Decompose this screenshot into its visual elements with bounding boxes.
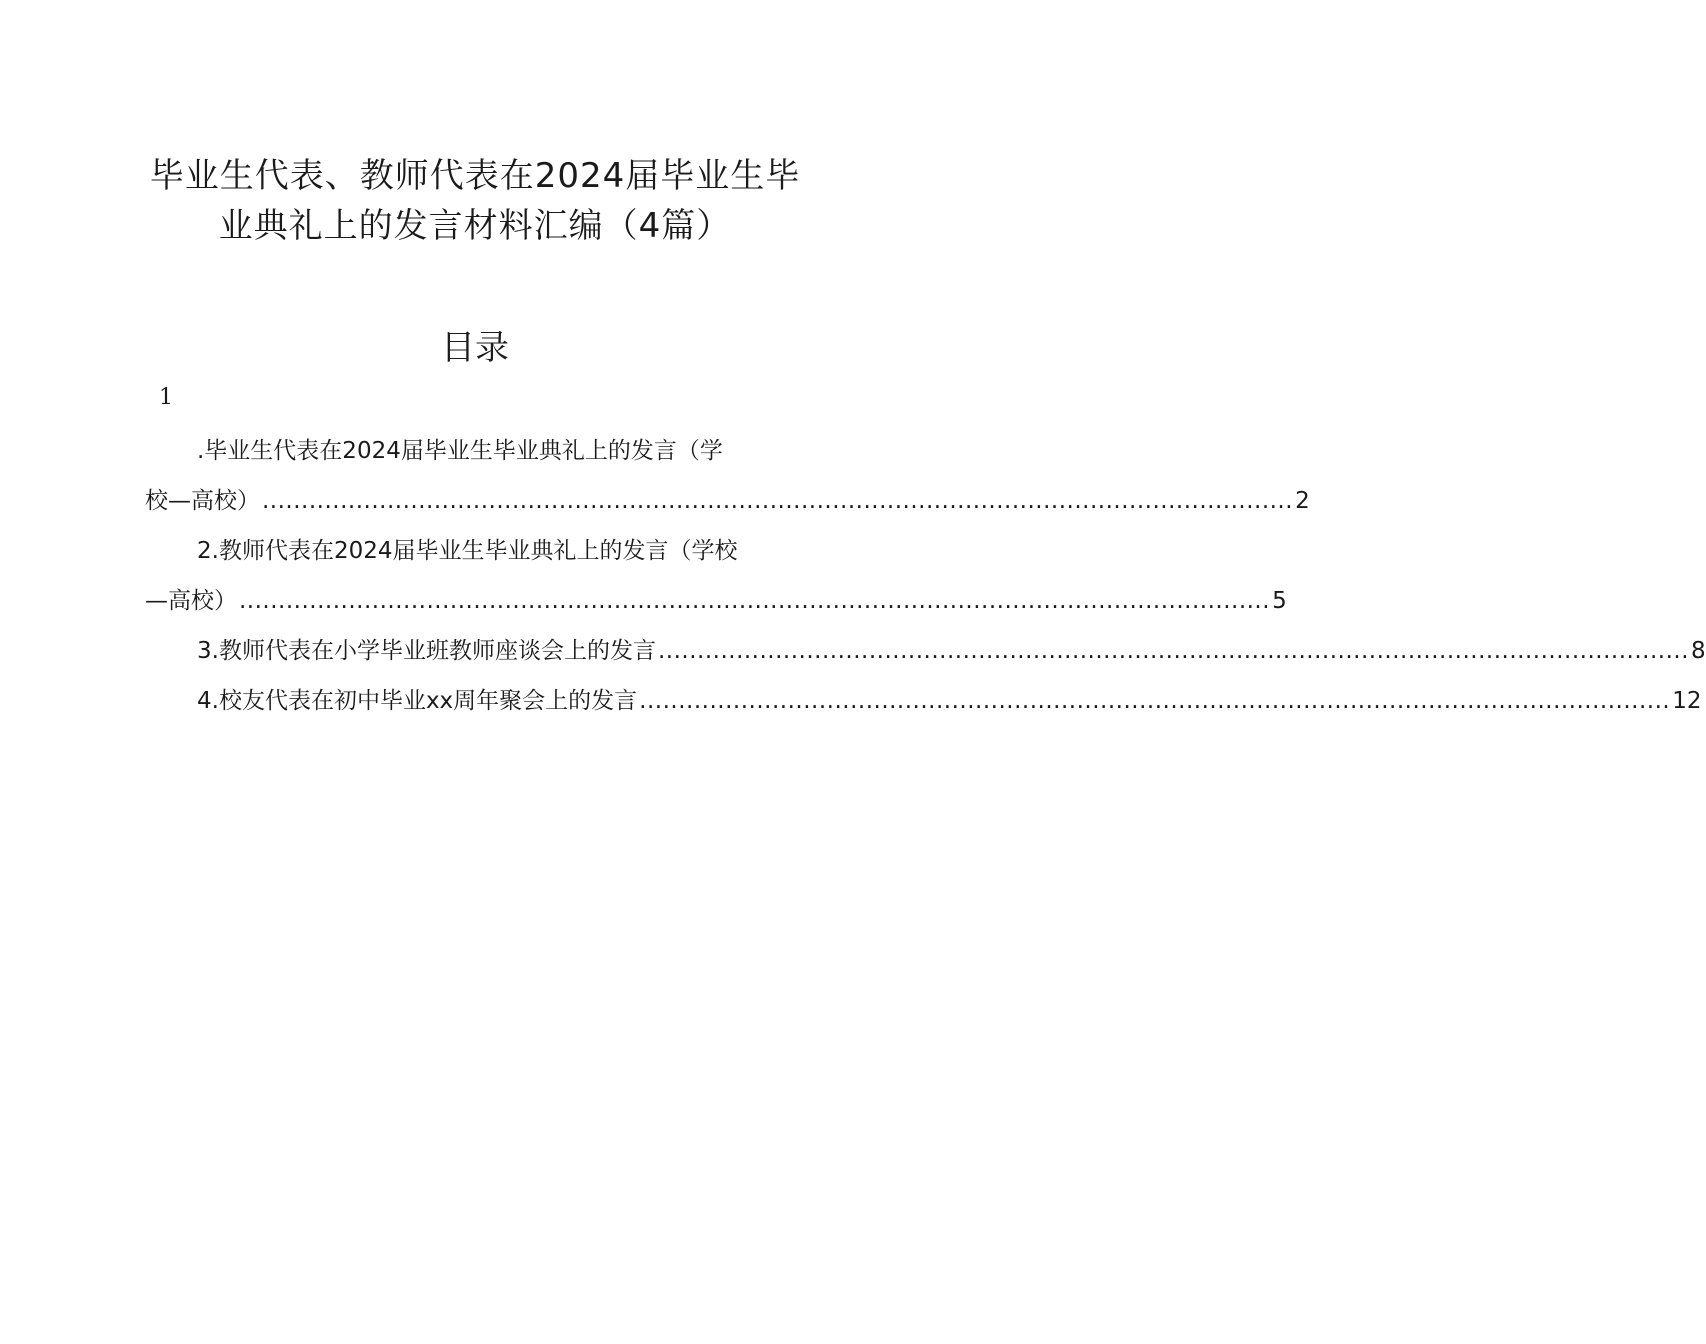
dot-leader: ....................................................................................................................................	[262, 488, 1294, 514]
toc-entry-text: —高校）	[145, 588, 237, 614]
toc-entry-text: 3.教师代表在小学毕业班教师座谈会上的发言	[197, 638, 656, 664]
toc-entry-2-line-1[interactable]	[145, 526, 805, 576]
toc-entry-1-line-2[interactable]	[145, 476, 1310, 526]
toc-entry-3[interactable]	[145, 626, 1706, 676]
toc-page-number: 12	[1672, 688, 1702, 714]
toc-entry-1-line-1[interactable]	[145, 426, 805, 476]
toc-entry-4[interactable]	[145, 676, 1702, 726]
toc-entry-2-line-2[interactable]	[145, 576, 1287, 626]
toc-page-number: 8	[1691, 638, 1706, 664]
toc-heading: 目录	[441, 328, 509, 368]
toc-entry-text: 2.教师代表在2024届毕业生毕业典礼上的发言（学校	[197, 538, 738, 564]
toc-marker: 1	[159, 385, 173, 410]
dot-leader: ....................................................................................................................................	[657, 638, 1690, 664]
toc-page-number: 2	[1295, 488, 1310, 514]
document-title-line-2: 业典礼上的发言材料汇编（4篇）	[218, 206, 732, 246]
toc-entry-text: 4.校友代表在初中毕业xx周年聚会上的发言	[197, 688, 638, 714]
toc-entry-text: 校—高校）	[145, 488, 260, 514]
toc-entry-text: .毕业生代表在2024届毕业生毕业典礼上的发言（学	[197, 438, 723, 464]
dot-leader: ....................................................................................................................................	[639, 688, 1671, 714]
document-title-line-1: 毕业生代表、教师代表在2024届毕业生毕	[149, 156, 801, 196]
dot-leader: ....................................................................................................................................	[239, 588, 1271, 614]
toc-page-number: 5	[1272, 588, 1287, 614]
